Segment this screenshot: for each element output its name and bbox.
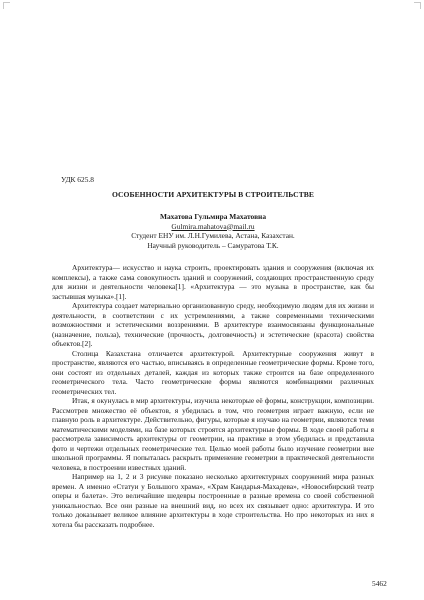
- paragraph: Архитектура создает материально организованную среду, необходимую людям для их жизни и деятельности, в соответствии с их устремлениями, а также современными техническими возможностями и эстетическими воззрениями. В архитектуре взаимосвязаны функциональные (назначение, польза), технические (прочность, долговечность) и эстетические (красота) свойства объектов.[2].: [52, 301, 374, 348]
- supervisor: Научный руководитель – Самуратова Т.К.: [147, 240, 279, 250]
- page-number: 5462: [372, 579, 387, 588]
- paragraph: Столица Казахстана отличается архитектурой. Архитектурные сооружения живут в пространстве, являются его частью, вписываясь в определенные геометрические формы. Кроме того, они состоят из отдельных деталей, каждая из которых также строится на базе определенного геометрического тела. Часто геометрические формы являются комбинациями различных геометрических тел.: [52, 348, 374, 396]
- author-block: [52, 212, 374, 250]
- article-body: [52, 175, 374, 529]
- paragraph: Например на 1, 2 и 3 рисунке показано несколько архитектурных сооружений мира разных времен. А именно «Статуи у Большого храма», «Храм Кандарья-Махадева», «Новосибирский театр оперы и балета». Это величайшие шедевры построенные в разные времена со своей собственной уникальностью. Все они разные на внешний вид, но всех их связывает одно: архитектура. И это только доказывает великое влияние архитектуры в ходе строительства. Но про некоторых из них я хотела бы рассказать подробнее.: [52, 472, 374, 529]
- corner-mark-right: [414, 2, 421, 9]
- udk-code: УДК 625.8: [61, 175, 94, 184]
- paragraph: Архитектура— искусство и наука строить, проектировать здания и сооружения (включая их комплексы), а также сама совокупность зданий и сооружений, создающих пространственную среду для жизни и деятельности человека[1]. «Архитектура — это музыка в пространстве, как бы застывшая музыка».[1].: [52, 263, 374, 301]
- author-affiliation: Студент ЕНУ им. Л.Н.Гумилева, Астана, Казахстан.: [131, 231, 295, 240]
- paragraph: Итак, я окунулась в мир архитектуры, изучила некоторые её формы, конструкции, композиции. Рассмотрев множество её объектов, я убедилась в том, что геометрия играет важную, если не главную роль в архитектуре. Действительно, фигуры, которые я изучаю на геометрии, являются теми математическими моделями, на базе которых строятся архитектурные формы. В ходе своей работы я рассмотрела зависимость архитектуры от геометрии, на практике в этом убедилась и представила фото и чертежи отдельных геометрические тел. Целью моей работы было изучение геометрии вне школьной программы. Я попыталась раскрыть применение геометрии в практической деятельности человека, в построении известных зданий.: [52, 396, 374, 472]
- author-email-link[interactable]: Gulmira.mahatova@mail.ru: [171, 221, 255, 231]
- author-name: Махатова Гульмира Махатовна: [159, 212, 267, 221]
- author-email-line: [52, 222, 374, 232]
- article-title: ОСОБЕННОСТИ АРХИТЕКТУРЫ В СТРОИТЕЛЬСТВЕ: [111, 189, 315, 199]
- corner-mark-left: [3, 2, 10, 9]
